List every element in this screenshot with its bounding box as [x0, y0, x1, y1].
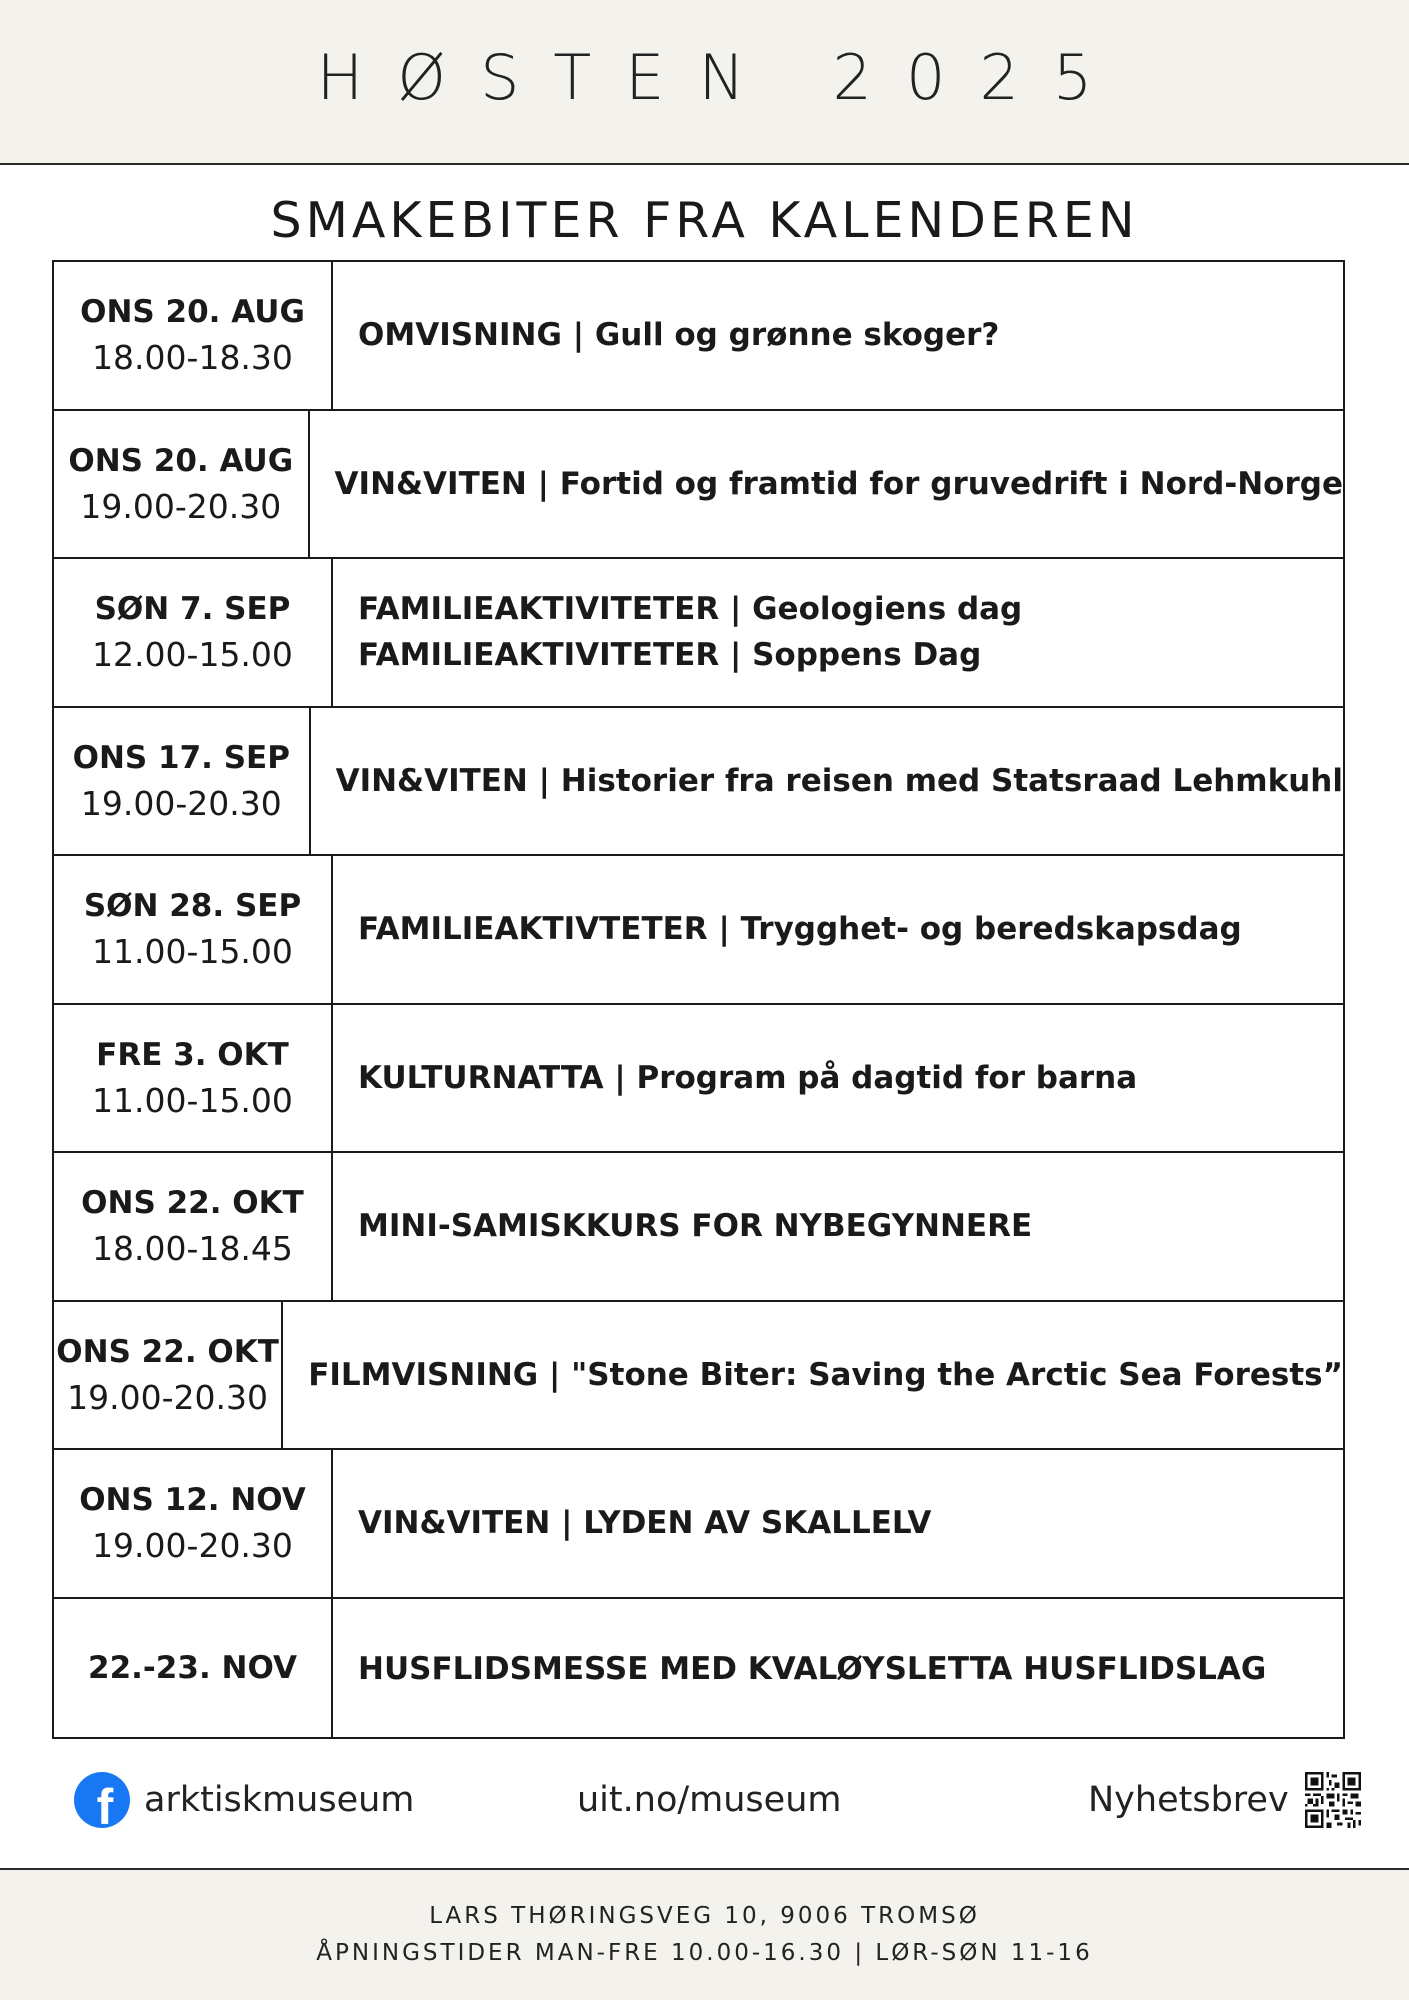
event-day: ONS 20. AUG — [80, 294, 305, 331]
event-day: ONS 12. NOV — [79, 1482, 306, 1519]
event-day: FRE 3. OKT — [96, 1036, 289, 1073]
event-description-cell — [333, 262, 1343, 409]
event-description-cell — [333, 1005, 1343, 1152]
event-row — [54, 1599, 1343, 1739]
website-link[interactable] — [577, 1770, 841, 1830]
event-description-cell — [333, 1450, 1343, 1597]
event-time: 12.00-15.00 — [92, 635, 293, 675]
event-time: 19.00-20.30 — [80, 486, 282, 526]
event-day: ONS 20. AUG — [68, 442, 294, 479]
header-banner — [0, 0, 1409, 165]
event-title: VIN&VITEN | Fortid og framtid for gruvedrift i Nord-Norge — [334, 465, 1343, 502]
event-title: OMVISNING | Gull og grønne skoger? — [358, 317, 1000, 354]
event-title: FAMILIEAKTIVITETER | Soppens Dag — [358, 637, 982, 674]
event-title: HUSFLIDSMESSE MED KVALØYSLETTA HUSFLIDSLAG — [358, 1650, 1267, 1687]
event-day: ONS 17. SEP — [72, 739, 290, 776]
event-day: ONS 22. OKT — [81, 1185, 304, 1222]
event-day: 22.-23. NOV — [88, 1650, 297, 1686]
calendar-subtitle: SMAKEBITER FRA KALENDEREN — [270, 192, 1139, 249]
event-time: 19.00-20.30 — [67, 1377, 269, 1417]
qr-code-icon[interactable] — [1305, 1772, 1361, 1828]
event-title: FAMILIEAKTIVITETER | Geologiens dag — [358, 591, 1023, 628]
event-row — [54, 1302, 1343, 1451]
event-description-cell — [333, 856, 1343, 1003]
event-date-cell — [54, 559, 333, 706]
event-date-cell — [54, 262, 333, 409]
event-title: VIN&VITEN | Historier fra reisen med Statsraad Lehmkuhl — [335, 762, 1343, 799]
event-row — [54, 262, 1343, 411]
event-date-cell — [54, 1005, 333, 1152]
event-schedule-table — [52, 260, 1345, 1739]
facebook-handle: arktiskmuseum — [144, 1780, 415, 1820]
event-date-cell — [54, 1450, 333, 1597]
website-url: uit.no/museum — [577, 1780, 842, 1820]
event-title: MINI-SAMISKKURS FOR NYBEGYNNERE — [358, 1208, 1033, 1245]
event-time: 11.00-15.00 — [92, 932, 293, 972]
event-row — [54, 1005, 1343, 1154]
event-time: 19.00-20.30 — [80, 783, 282, 823]
event-title: KULTURNATTA | Program på dagtid for barna — [358, 1059, 1138, 1096]
event-row — [54, 411, 1343, 560]
event-date-cell — [54, 411, 310, 558]
event-title: FILMVISNING | "Stone Biter: Saving the Arctic Sea Forests” — [308, 1356, 1343, 1393]
event-date-cell — [54, 1153, 333, 1300]
event-row — [54, 1450, 1343, 1599]
footer-address: LARS THØRINGSVEG 10, 9006 TROMSØ — [429, 1903, 980, 1929]
event-date-cell — [54, 1302, 283, 1449]
event-description-cell — [333, 1153, 1343, 1300]
event-time: 11.00-15.00 — [92, 1080, 293, 1120]
event-row — [54, 1153, 1343, 1302]
event-day: ONS 22. OKT — [56, 1333, 279, 1370]
event-description-cell — [310, 411, 1343, 558]
event-row — [54, 708, 1343, 857]
event-date-cell — [54, 1599, 333, 1739]
event-description-cell — [311, 708, 1343, 855]
event-description-cell — [333, 559, 1343, 706]
event-title: FAMILIEAKTIVTETER | Trygghet- og beredskapsdag — [358, 911, 1242, 948]
event-time: 18.00-18.30 — [92, 338, 293, 378]
event-description-cell — [333, 1599, 1343, 1739]
event-title: VIN&VITEN | LYDEN AV SKALLELV — [358, 1505, 932, 1542]
newsletter-label: Nyhetsbrev — [1088, 1780, 1289, 1820]
event-time: 18.00-18.45 — [92, 1229, 293, 1269]
event-day: SØN 7. SEP — [94, 591, 291, 628]
footer-opening-hours: ÅPNINGSTIDER MAN-FRE 10.00-16.30 | LØR-SØN 11-16 — [316, 1940, 1093, 1966]
event-time: 19.00-20.30 — [92, 1526, 293, 1566]
newsletter-link[interactable] — [1088, 1770, 1361, 1830]
event-day: SØN 28. SEP — [83, 888, 302, 925]
event-date-cell — [54, 856, 333, 1003]
event-description-cell — [283, 1302, 1343, 1449]
page-title: HØSTEN 2025 — [316, 41, 1127, 114]
event-row — [54, 856, 1343, 1005]
facebook-icon: f — [74, 1772, 130, 1828]
event-row — [54, 559, 1343, 708]
event-date-cell — [54, 708, 311, 855]
footer-banner — [0, 1868, 1409, 2000]
facebook-link[interactable] — [74, 1770, 414, 1830]
